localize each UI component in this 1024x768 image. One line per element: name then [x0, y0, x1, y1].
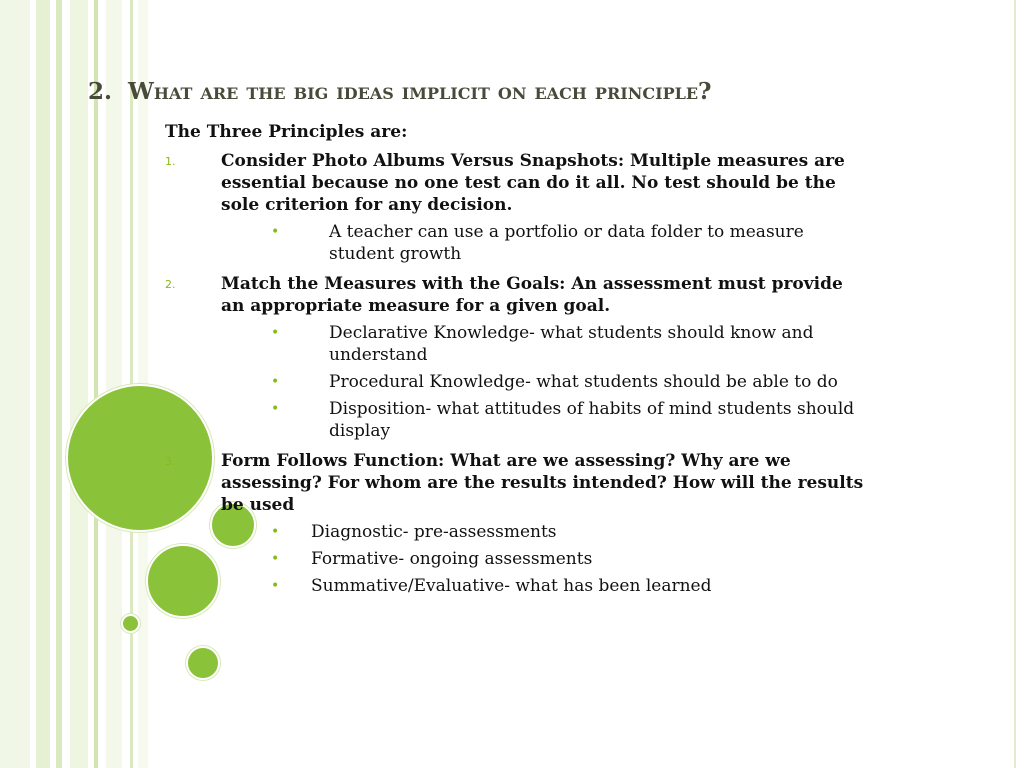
decorative-stripe: [36, 0, 50, 768]
decorative-stripe: [0, 0, 30, 768]
sub-bullet: [221, 398, 865, 442]
decorative-circle-tiny: [121, 614, 140, 633]
principle-text: Match the Measures with the Goals: An assessment must provide an appropriate measure for a given goal.: [221, 274, 843, 316]
bullet-icon: •: [271, 374, 280, 390]
sub-bullet-text: Formative- ongoing assessments: [311, 549, 593, 569]
decorative-stripe: [56, 0, 62, 768]
decorative-stripe: [70, 0, 88, 768]
principle-text: Consider Photo Albums Versus Snapshots: Multiple measures are essential because no one test can do it all. No test should be the sole criterion for any decision.: [221, 151, 845, 215]
sub-bullet-text: Summative/Evaluative- what has been learned: [311, 576, 712, 596]
bullet-icon: •: [271, 401, 280, 417]
bullet-icon: •: [271, 325, 280, 341]
bullet-icon: •: [271, 551, 280, 567]
bullet-icon: •: [271, 524, 280, 540]
bullet-icon: •: [271, 578, 280, 594]
sub-bullet-text: A teacher can use a portfolio or data folder to measure student growth: [329, 222, 804, 264]
principle-item: [165, 273, 865, 442]
title-text: hat are the big ideas implicit on each principle?: [153, 78, 712, 105]
decorative-stripe: [106, 0, 122, 768]
principle-number: 3.: [165, 455, 176, 468]
sub-bullet-text: Declarative Knowledge- what students should know and understand: [329, 323, 814, 365]
intro-heading: The Three Principles are:: [165, 122, 408, 142]
decorative-circle-small: [186, 646, 220, 680]
sub-bullet: [221, 575, 865, 597]
slide-content: [165, 122, 865, 605]
principle-item: [165, 450, 865, 597]
sub-bullet: [221, 548, 865, 570]
bullet-icon: •: [271, 224, 280, 240]
sub-bullet: [221, 521, 865, 543]
principle-number: 2.: [165, 278, 176, 291]
sub-bullet: [221, 221, 865, 265]
decorative-stripe: [1014, 0, 1016, 768]
sub-bullet: [221, 322, 865, 366]
sub-bullet-text: Procedural Knowledge- what students should be able to do: [329, 372, 838, 392]
sub-bullet-text: Diagnostic- pre-assessments: [311, 522, 557, 542]
principle-number: 1.: [165, 155, 176, 168]
title-number: 2.: [88, 78, 113, 105]
title-first-letter: W: [128, 78, 154, 105]
principle-item: [165, 150, 865, 265]
principle-text: Form Follows Function: What are we assessing? Why are we assessing? For whom are the results intended? How will the results be used: [221, 451, 864, 515]
decorative-stripe: [94, 0, 98, 768]
slide-title: [88, 78, 712, 105]
sub-bullet: [221, 371, 865, 393]
sub-bullet-text: Disposition- what attitudes of habits of mind students should display: [329, 399, 855, 441]
